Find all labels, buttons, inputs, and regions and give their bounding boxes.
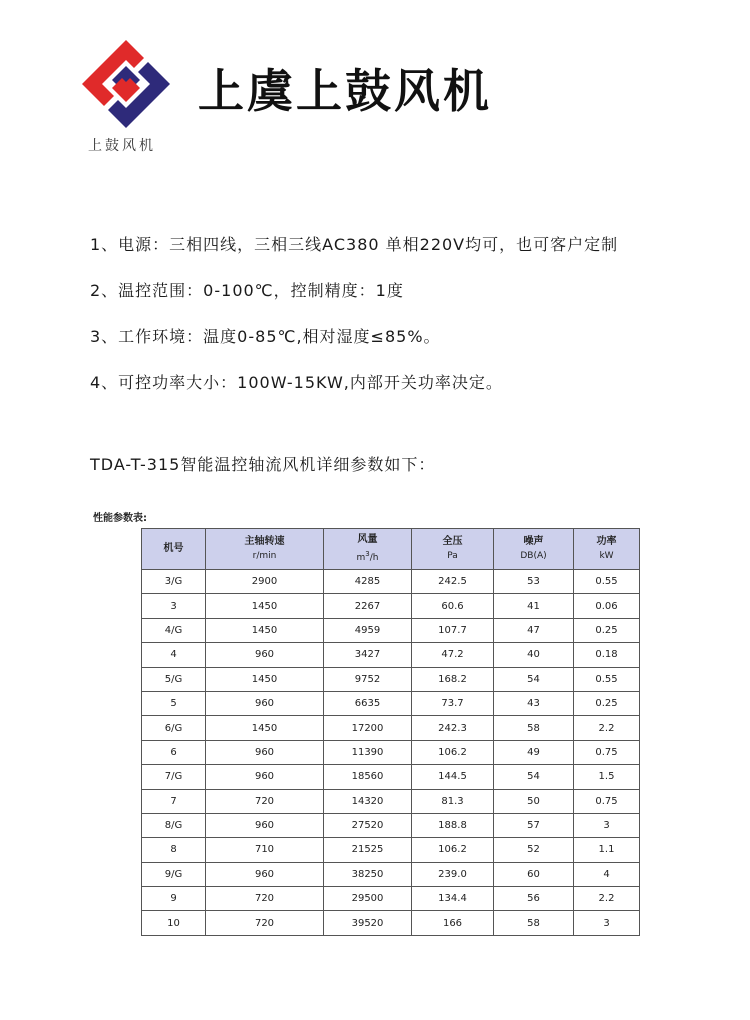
table-cell: 0.75: [574, 789, 640, 813]
table-row: [142, 667, 640, 691]
spec-item: 4、可控功率大小：100W-15KW,内部开关功率决定。: [90, 373, 503, 392]
table-cell: 168.2: [412, 667, 494, 691]
table-row: [142, 691, 640, 715]
table-cell: 720: [206, 887, 324, 911]
table-cell: 960: [206, 813, 324, 837]
table-cell: 2900: [206, 570, 324, 594]
table-cell: 0.25: [574, 618, 640, 642]
header-cell: 功率 kW: [574, 529, 640, 570]
table-cell: 0.18: [574, 643, 640, 667]
table-cell: 1.1: [574, 838, 640, 862]
table-cell: 47: [494, 618, 574, 642]
table-cell: 7/G: [142, 765, 206, 789]
table-cell: 107.7: [412, 618, 494, 642]
header-cell: 主轴转速 r/min: [206, 529, 324, 570]
table-cell: 2.2: [574, 887, 640, 911]
table-row: [142, 838, 640, 862]
table-header-row: [142, 529, 640, 570]
table-cell: 960: [206, 765, 324, 789]
table-cell: 39520: [324, 911, 412, 935]
performance-table: [141, 528, 640, 936]
table-cell: 60: [494, 862, 574, 886]
table-cell: 4: [142, 643, 206, 667]
table-cell: 6635: [324, 691, 412, 715]
table-cell: 1.5: [574, 765, 640, 789]
table-cell: 17200: [324, 716, 412, 740]
table-cell: 720: [206, 911, 324, 935]
table-row: [142, 887, 640, 911]
logo-subtitle: 上鼓风机: [88, 138, 156, 154]
table-cell: 6: [142, 740, 206, 764]
table-cell: 106.2: [412, 740, 494, 764]
table-cell: 3: [574, 813, 640, 837]
table-cell: 18560: [324, 765, 412, 789]
table-row: [142, 594, 640, 618]
table-cell: 5: [142, 691, 206, 715]
table-cell: 11390: [324, 740, 412, 764]
table-cell: 1450: [206, 667, 324, 691]
header-cell: 风量 $m^3/h$: [324, 529, 412, 570]
table-cell: 9752: [324, 667, 412, 691]
table-cell: 5/G: [142, 667, 206, 691]
table-cell: 8: [142, 838, 206, 862]
table-row: [142, 813, 640, 837]
spec-list: [90, 232, 618, 416]
table-cell: 2267: [324, 594, 412, 618]
table-cell: 41: [494, 594, 574, 618]
table-cell: 40: [494, 643, 574, 667]
table-cell: 60.6: [412, 594, 494, 618]
table-cell: 14320: [324, 789, 412, 813]
table-cell: 54: [494, 765, 574, 789]
table-row: [142, 862, 640, 886]
table-row: [142, 789, 640, 813]
brand-title: 上虞上鼓风机: [198, 64, 492, 118]
table-cell: 8/G: [142, 813, 206, 837]
table-cell: 47.2: [412, 643, 494, 667]
table-cell: 134.4: [412, 887, 494, 911]
table-cell: 43: [494, 691, 574, 715]
header-cell: 噪声 DB(A): [494, 529, 574, 570]
table-cell: 1450: [206, 716, 324, 740]
table-cell: 3/G: [142, 570, 206, 594]
table-cell: 710: [206, 838, 324, 862]
table-cell: 0.06: [574, 594, 640, 618]
table-row: [142, 643, 640, 667]
table-cell: 0.55: [574, 570, 640, 594]
table-cell: 242.3: [412, 716, 494, 740]
table-cell: 58: [494, 716, 574, 740]
table-cell: 960: [206, 740, 324, 764]
table-cell: 57: [494, 813, 574, 837]
table-cell: 0.75: [574, 740, 640, 764]
table-row: [142, 618, 640, 642]
table-cell: 7: [142, 789, 206, 813]
table-cell: 58: [494, 911, 574, 935]
table-cell: 3427: [324, 643, 412, 667]
table-row: [142, 570, 640, 594]
table-cell: 960: [206, 691, 324, 715]
spec-item: 1、电源：三相四线，三相三线AC380 单相220V均可，也可客户定制: [90, 235, 619, 254]
s-diamond-logo-icon: [78, 36, 174, 132]
table-cell: 56: [494, 887, 574, 911]
table-cell: 21525: [324, 838, 412, 862]
table-cell: 9/G: [142, 862, 206, 886]
table-cell: 1450: [206, 594, 324, 618]
table-cell: 54: [494, 667, 574, 691]
table-cell: 3: [574, 911, 640, 935]
table-row: [142, 740, 640, 764]
table-cell: 9: [142, 887, 206, 911]
table-caption: 性能参数表:: [93, 513, 147, 524]
table-cell: 81.3: [412, 789, 494, 813]
spec-item: 2、温控范围：0-100℃，控制精度：1度: [90, 281, 404, 300]
table-cell: 27520: [324, 813, 412, 837]
table-row: [142, 911, 640, 935]
table-cell: 166: [412, 911, 494, 935]
table-cell: 4: [574, 862, 640, 886]
table-cell: 3: [142, 594, 206, 618]
header-cell: 机号: [142, 529, 206, 570]
table-cell: 29500: [324, 887, 412, 911]
table-cell: 144.5: [412, 765, 494, 789]
table-cell: 50: [494, 789, 574, 813]
table-cell: 73.7: [412, 691, 494, 715]
table-cell: 4959: [324, 618, 412, 642]
table-cell: 960: [206, 643, 324, 667]
table-cell: 2.2: [574, 716, 640, 740]
table-cell: 242.5: [412, 570, 494, 594]
table-cell: 0.25: [574, 691, 640, 715]
table-cell: 52: [494, 838, 574, 862]
table-cell: 106.2: [412, 838, 494, 862]
table-cell: 0.55: [574, 667, 640, 691]
table-cell: 49: [494, 740, 574, 764]
header-cell: 全压 Pa: [412, 529, 494, 570]
table-cell: 10: [142, 911, 206, 935]
table-cell: 38250: [324, 862, 412, 886]
table-intro: TDA-T-315智能温控轴流风机详细参数如下：: [90, 455, 436, 474]
table-cell: 960: [206, 862, 324, 886]
table-cell: 239.0: [412, 862, 494, 886]
table-cell: 53: [494, 570, 574, 594]
table-cell: 1450: [206, 618, 324, 642]
table-row: [142, 765, 640, 789]
table-cell: 4/G: [142, 618, 206, 642]
spec-item: 3、工作环境：温度0-85℃,相对湿度≤85%。: [90, 327, 441, 346]
table-cell: 720: [206, 789, 324, 813]
table-cell: 6/G: [142, 716, 206, 740]
table-row: [142, 716, 640, 740]
table-cell: 188.8: [412, 813, 494, 837]
table-cell: 4285: [324, 570, 412, 594]
